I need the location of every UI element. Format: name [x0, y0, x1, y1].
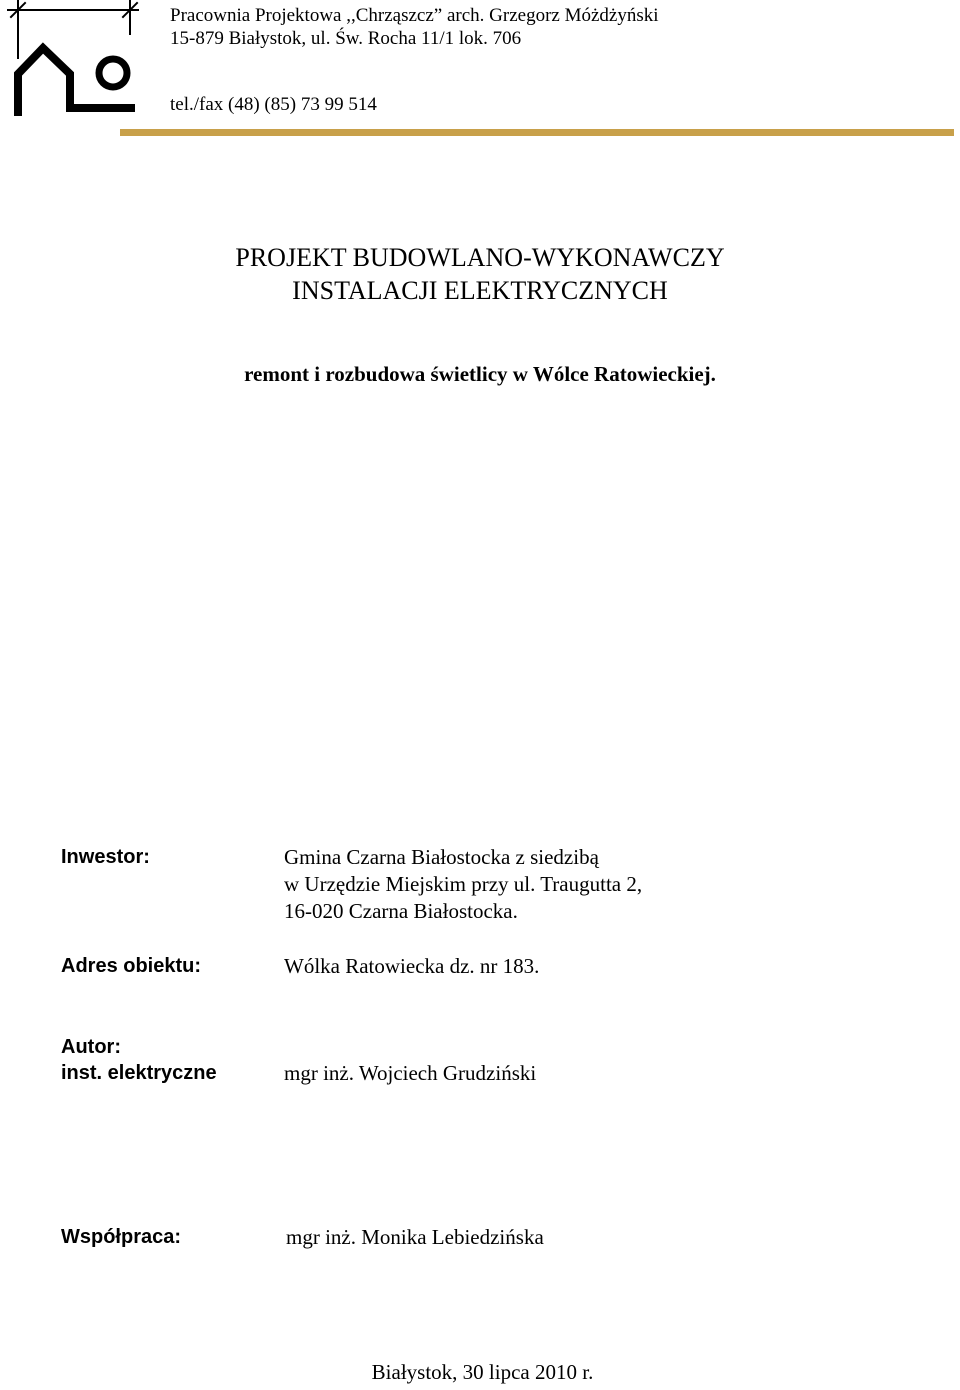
- project-subtitle: remont i rozbudowa świetlicy w Wólce Ratowieckiej.: [244, 362, 716, 386]
- company-address: 15-879 Białystok, ul. Św. Rocha 11/1 lok. 706: [170, 28, 522, 49]
- investor-line: 16-020 Czarna Białostocka.: [284, 899, 518, 923]
- company-phone: tel./fax (48) (85) 73 99 514: [170, 94, 377, 115]
- author-value: mgr inż. Wojciech Grudziński: [284, 1061, 537, 1085]
- header-divider: [120, 129, 954, 136]
- project-title-line1: PROJEKT BUDOWLANO-WYKONAWCZY: [235, 243, 725, 272]
- author-sublabel: inst. elektryczne: [61, 1062, 217, 1084]
- investor-label: Inwestor:: [61, 846, 150, 868]
- address-label: Adres obiektu:: [61, 955, 202, 977]
- project-title-line2: INSTALACJI ELEKTRYCZNYCH: [292, 276, 668, 305]
- company-name: Pracownia Projektowa ,,Chrząszcz” arch. Grzegorz Móżdżyński: [170, 5, 659, 26]
- investor-line: Gmina Czarna Białostocka z siedzibą: [284, 845, 599, 869]
- investor-line: w Urzędzie Miejskim przy ul. Traugutta 2,: [284, 872, 643, 896]
- house-logo-icon: [6, 0, 146, 120]
- cooperation-label: Współpraca:: [61, 1226, 182, 1248]
- document-date: Białystok, 30 lipca 2010 r.: [371, 1360, 594, 1384]
- address-value: Wólka Ratowiecka dz. nr 183.: [284, 954, 540, 978]
- cooperation-value: mgr inż. Monika Lebiedzińska: [286, 1225, 544, 1249]
- author-label: Autor:: [61, 1036, 121, 1058]
